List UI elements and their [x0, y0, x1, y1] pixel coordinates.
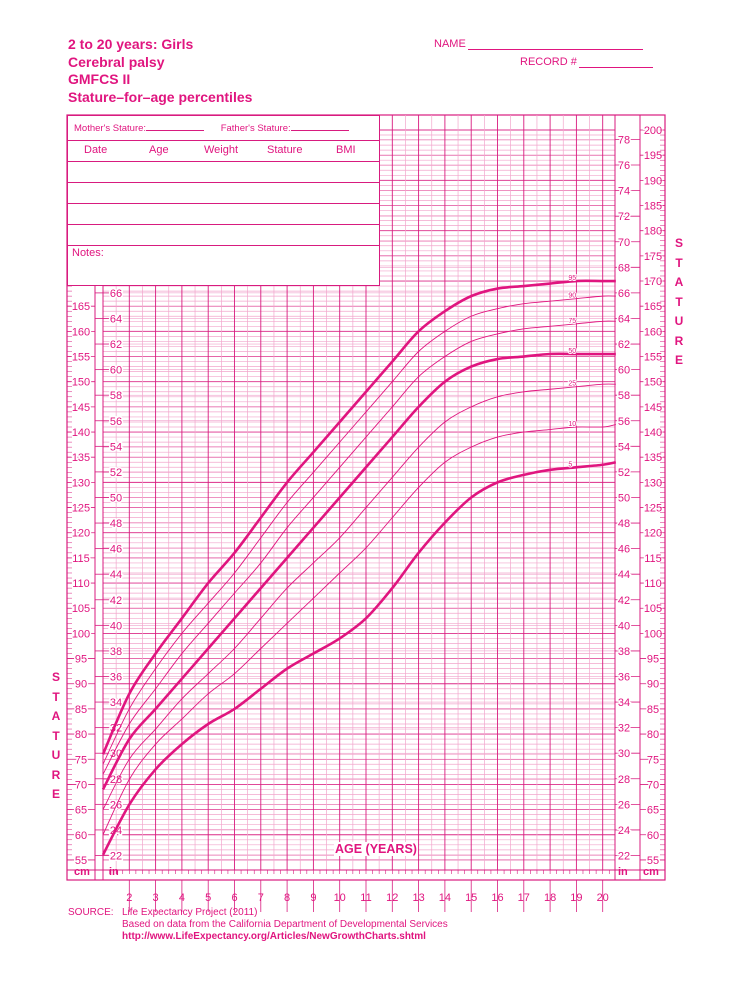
svg-text:145: 145 [71, 401, 91, 414]
svg-text:75: 75 [74, 754, 88, 767]
svg-text:22: 22 [617, 850, 631, 863]
svg-text:54: 54 [109, 441, 123, 454]
svg-text:36: 36 [109, 671, 123, 684]
svg-text:60: 60 [109, 364, 123, 377]
svg-text:70: 70 [646, 779, 660, 792]
svg-text:105: 105 [71, 603, 91, 616]
record-label: RECORD # [520, 56, 577, 68]
age-tick-label: 3 [152, 892, 159, 904]
age-axis-label: AGE (YEARS) [335, 842, 417, 856]
svg-text:52: 52 [109, 466, 123, 479]
age-tick-label: 18 [543, 892, 557, 904]
svg-text:200: 200 [643, 125, 663, 137]
svg-text:120: 120 [71, 527, 91, 540]
svg-text:195: 195 [643, 150, 663, 163]
svg-text:42: 42 [109, 594, 123, 607]
svg-text:64: 64 [109, 313, 123, 326]
svg-text:145: 145 [643, 401, 663, 414]
svg-text:50: 50 [617, 492, 631, 505]
svg-text:56: 56 [109, 415, 123, 428]
svg-text:90: 90 [74, 678, 88, 691]
age-tick-label: 4 [178, 892, 185, 904]
svg-text:135: 135 [71, 452, 91, 465]
svg-text:55: 55 [74, 854, 88, 867]
svg-text:32: 32 [617, 722, 631, 735]
svg-text:185: 185 [643, 200, 663, 213]
svg-text:26: 26 [617, 799, 631, 812]
measurement-entry-table [67, 115, 380, 286]
svg-text:125: 125 [71, 502, 91, 515]
age-tick-label: 5 [205, 892, 212, 904]
svg-text:105: 105 [643, 603, 663, 616]
svg-text:40: 40 [617, 620, 631, 633]
svg-text:150: 150 [643, 376, 663, 389]
svg-text:68: 68 [617, 262, 631, 275]
stature-axis-label-right: S T A T U R E [674, 236, 684, 367]
svg-text:36: 36 [617, 671, 631, 684]
svg-text:48: 48 [109, 518, 123, 531]
unit-in-right: in [618, 866, 628, 878]
svg-text:38: 38 [109, 645, 123, 658]
age-tick-label: 16 [491, 892, 504, 904]
svg-text:190: 190 [643, 175, 663, 188]
svg-text:24: 24 [109, 824, 123, 837]
svg-text:155: 155 [643, 351, 663, 364]
percentile-label: 10 [568, 421, 577, 429]
svg-text:76: 76 [617, 160, 631, 173]
svg-text:28: 28 [617, 773, 631, 786]
svg-text:58: 58 [617, 390, 631, 403]
svg-text:165: 165 [71, 301, 91, 314]
svg-text:125: 125 [643, 502, 663, 515]
age-tick-label: 9 [310, 892, 317, 904]
mothers-stature-input[interactable] [146, 122, 204, 131]
age-tick-label: 20 [596, 892, 609, 904]
entry-row[interactable] [68, 203, 379, 225]
svg-text:34: 34 [109, 697, 123, 710]
age-tick-label: 8 [284, 892, 291, 904]
title-line-3: GMFCS II [68, 71, 131, 87]
svg-text:65: 65 [646, 804, 660, 817]
svg-text:46: 46 [109, 543, 123, 556]
source-line-1: Life Expectancy Project (2011) [122, 907, 258, 918]
svg-text:30: 30 [617, 748, 631, 761]
column-weight: Weight [204, 144, 239, 156]
svg-text:55: 55 [646, 854, 660, 867]
title-line-2: Cerebral palsy [68, 53, 165, 70]
unit-cm-right: cm [643, 866, 659, 878]
entry-row[interactable] [68, 224, 379, 246]
parents-stature-row [74, 122, 363, 134]
age-tick-label: 12 [386, 892, 399, 904]
svg-text:135: 135 [643, 452, 663, 465]
svg-text:75: 75 [646, 754, 660, 767]
svg-text:160: 160 [71, 326, 91, 339]
age-tick-label: 7 [257, 892, 264, 904]
svg-text:110: 110 [644, 578, 662, 591]
percentile-label: 50 [568, 348, 577, 356]
source-label: SOURCE: [68, 907, 114, 918]
column-date: Date [84, 144, 108, 156]
svg-text:74: 74 [617, 185, 631, 198]
svg-text:95: 95 [74, 653, 88, 666]
svg-text:32: 32 [109, 722, 123, 735]
stature-axis-label-left: S T A T U R E [51, 670, 61, 801]
age-tick-label: 13 [412, 892, 425, 904]
svg-text:66: 66 [109, 287, 123, 300]
svg-text:72: 72 [617, 211, 631, 224]
unit-in-left: in [109, 866, 119, 878]
svg-text:95: 95 [646, 653, 660, 666]
svg-text:80: 80 [74, 729, 88, 742]
svg-text:180: 180 [643, 225, 663, 238]
svg-text:30: 30 [109, 748, 123, 761]
source-line-2: Based on data from the California Department of Developmental Services [122, 919, 448, 930]
svg-text:50: 50 [109, 492, 123, 505]
notes-label: Notes: [72, 247, 104, 259]
percentile-label: 90 [568, 292, 577, 300]
svg-text:100: 100 [71, 628, 91, 641]
percentile-label: 95 [568, 275, 577, 283]
title-line-1: 2 to 20 years: Girls [68, 36, 194, 52]
svg-text:54: 54 [617, 441, 631, 454]
svg-text:175: 175 [643, 250, 663, 263]
entry-row[interactable] [68, 182, 379, 204]
unit-cm-left: cm [74, 866, 90, 878]
age-tick-label: 19 [570, 892, 583, 904]
fathers-stature-input[interactable] [291, 122, 349, 131]
svg-text:40: 40 [109, 620, 123, 633]
svg-text:70: 70 [617, 236, 631, 249]
entry-row[interactable] [68, 161, 379, 183]
mothers-stature-label: Mother's Stature: [74, 123, 147, 134]
svg-text:66: 66 [617, 287, 631, 300]
svg-text:150: 150 [71, 376, 91, 389]
svg-text:28: 28 [109, 773, 123, 786]
column-age: Age [149, 144, 169, 156]
age-tick-label: 17 [517, 892, 530, 904]
source-url[interactable]: http://www.LifeExpectancy.org/Articles/NewGrowthCharts.shtml [122, 931, 426, 942]
svg-text:140: 140 [71, 427, 91, 440]
svg-text:26: 26 [109, 799, 123, 812]
age-tick-label: 11 [360, 892, 372, 904]
svg-text:60: 60 [646, 829, 660, 842]
svg-text:160: 160 [643, 326, 663, 339]
svg-text:64: 64 [617, 313, 631, 326]
svg-text:85: 85 [74, 703, 88, 716]
svg-text:34: 34 [617, 697, 631, 710]
age-tick-label: 14 [438, 892, 452, 904]
svg-text:44: 44 [617, 569, 631, 582]
svg-text:90: 90 [646, 678, 660, 691]
svg-text:100: 100 [643, 628, 663, 641]
fathers-stature-label: Father's Stature: [220, 123, 291, 134]
svg-text:58: 58 [109, 390, 123, 403]
percentile-label: 5 [568, 461, 573, 469]
age-tick-label: 15 [465, 892, 478, 904]
svg-text:38: 38 [617, 645, 631, 658]
svg-text:130: 130 [643, 477, 663, 490]
svg-text:110: 110 [72, 578, 90, 591]
svg-text:70: 70 [74, 779, 88, 792]
svg-text:48: 48 [617, 518, 631, 531]
svg-text:85: 85 [646, 703, 660, 716]
svg-text:120: 120 [643, 527, 663, 540]
name-label: NAME [434, 38, 466, 50]
svg-text:22: 22 [109, 850, 123, 863]
svg-text:65: 65 [74, 804, 88, 817]
svg-text:42: 42 [617, 594, 631, 607]
svg-text:155: 155 [71, 351, 91, 364]
svg-text:130: 130 [71, 477, 91, 490]
age-tick-label: 6 [231, 892, 238, 904]
svg-text:62: 62 [109, 339, 123, 352]
svg-text:165: 165 [643, 301, 663, 314]
age-tick-label: 2 [126, 892, 133, 904]
svg-text:44: 44 [109, 569, 123, 582]
svg-text:140: 140 [643, 427, 663, 440]
svg-text:115: 115 [72, 552, 90, 565]
svg-text:78: 78 [617, 134, 631, 147]
column-stature: Stature [267, 144, 303, 156]
notes-divider [68, 245, 379, 246]
svg-text:62: 62 [617, 339, 631, 352]
percentile-label: 75 [568, 317, 577, 325]
svg-text:56: 56 [617, 415, 631, 428]
entry-table-header [68, 140, 379, 161]
svg-text:60: 60 [617, 364, 631, 377]
svg-text:52: 52 [617, 466, 631, 479]
svg-text:170: 170 [643, 276, 663, 289]
svg-text:80: 80 [646, 729, 660, 742]
age-tick-label: 10 [333, 892, 346, 904]
svg-text:24: 24 [617, 824, 631, 837]
svg-text:46: 46 [617, 543, 631, 556]
column-bmi: BMI [336, 144, 356, 156]
percentile-label: 25 [568, 380, 577, 388]
svg-text:60: 60 [74, 829, 88, 842]
title-line-4: Stature–for–age percentiles [68, 88, 253, 105]
svg-text:115: 115 [644, 552, 662, 565]
